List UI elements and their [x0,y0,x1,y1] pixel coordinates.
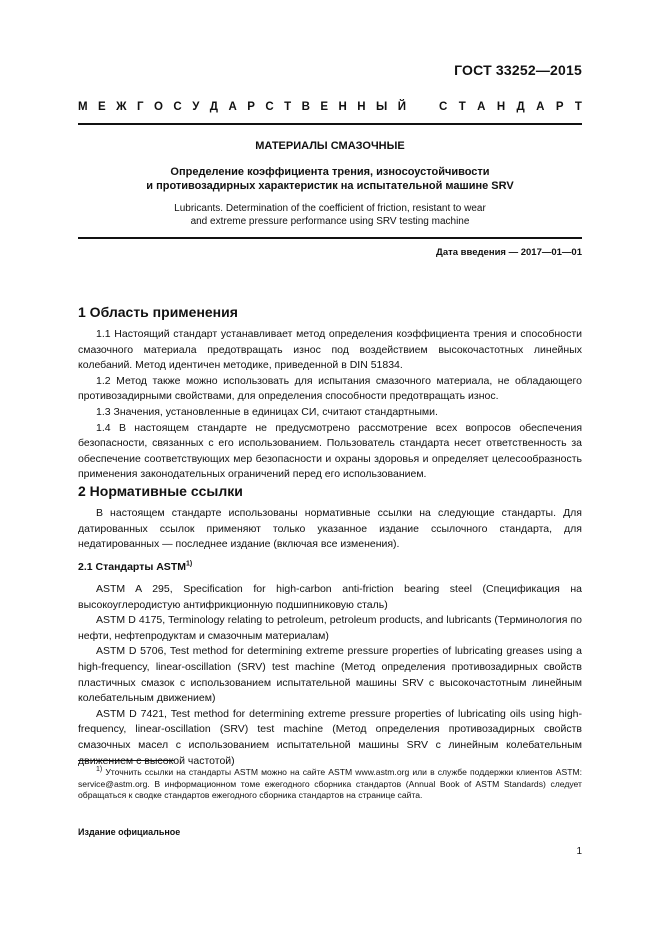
english-title-line-2: and extreme pressure performance using SRV testing machine [190,216,470,227]
footnote-mark: 1) [96,766,103,774]
footnote-text: Уточнить ссылки на стандарты ASTM можно на сайте ASTM www.astm.org или в службе поддержки клиентов ASTM: service@astm.org. В информационном томе ежегодного сборника стандартов (Annual Book of ASTM Standards) следует обращаться к сводке стандартов ежегодного сборника стандартов на странице сайта. [78,767,582,801]
standard-number: ГОСТ 33252—2015 [454,62,582,78]
section-1-heading: 1 Область применения [78,304,238,320]
banner-letter: Д [516,101,525,113]
banner-letter: М [78,101,88,113]
banner-letter: Й [397,101,406,113]
banner-letter: Е [98,101,106,113]
english-title [78,202,582,228]
english-title-line-1: Lubricants. Determination of the coefficient of friction, resistant to wear [174,203,486,214]
banner-letter: А [477,101,486,113]
banner-letter: Н [496,101,506,113]
banner-letter: А [536,101,545,113]
document-subtitle [78,165,582,193]
footnote-divider [78,760,174,761]
astm-reference-list [78,582,582,769]
section-1-body [78,327,582,483]
banner-letter: С [173,101,182,113]
banner-letter: Н [338,101,347,113]
banner-letter: Р [247,101,255,113]
footnote [78,767,582,802]
section-2-intro [78,506,582,553]
banner-letter: Т [458,101,466,113]
document-title: МАТЕРИАЛЫ СМАЗОЧНЫЕ [255,140,405,152]
banner-letter: Д [209,101,218,113]
top-divider [78,123,582,125]
page-number: 1 [576,846,582,857]
banner-letter: Т [284,101,292,113]
standard-word [439,101,582,113]
banner-letter: А [228,101,237,113]
banner-letter: Е [320,101,329,113]
banner-letter: Ж [116,101,127,113]
banner-letter: Г [137,101,144,113]
official-edition-label: Издание официальное [78,827,181,837]
banner-letter: Т [574,101,582,113]
subtitle-line-2: и противозадирных характеристик на испытательной машине SRV [146,180,514,192]
subtitle-line-1: Определение коэффициента трения, износоустойчивости [170,166,490,178]
astm-reference: ASTM D 7421, Test method for determining extreme pressure properties of lubricating oils using high-frequency, linear-oscillation (SRV) test machine (Метод определения противозадирных свойств смазочных масел с использованием испытательной машины SRV с линейным колебательным движением с высокой частотой) [78,707,582,767]
paragraph-1-1: 1.1 Настоящий стандарт устанавливает метод определения коэффициента трения и способности смазочного материала предотвращать износ под воздействием высокочастотных линейных колебаний. Метод идентичен методике, приведенной в DIN 51834. [78,328,582,372]
interstate-word [78,101,406,113]
banner-letter: Ы [376,101,388,113]
footnote-ref-mark: 1) [185,560,193,568]
introduction-date: Дата введения — 2017—01—01 [436,247,582,258]
astm-reference: ASTM A 295, Specification for high-carbon anti-friction bearing steel (Спецификация на высокоуглеродистую антифрикционную подшипниковую сталь) [78,583,582,611]
banner-letter: В [301,101,310,113]
paragraph-1-3: 1.3 Значения, установленные в единицах СИ, считают стандартными. [96,405,438,418]
banner-letter: Р [555,101,564,113]
paragraph-1-4: 1.4 В настоящем стандарте не предусмотрено рассмотрение всех вопросов обеспечения безопасности, связанных с его использованием. Пользователь стандарта несет ответственность за обеспечение соответствующих мер безопасности и охраны здоровья и определяет целесообразность применения законодательных ограничений перед его использованием. [78,421,582,481]
section-2-1-heading [78,561,192,573]
section-2-heading: 2 Нормативные ссылки [78,483,243,499]
banner-letter: О [154,101,163,113]
banner-letter: Н [357,101,366,113]
title-divider [78,237,582,239]
banner-letter: С [265,101,274,113]
interstate-standard-banner [78,101,582,113]
banner-letter: С [439,101,448,113]
astm-reference: ASTM D 4175, Terminology relating to petroleum, petroleum products, and lubricants (Терминология по нефти, нефтепродуктам и смазочным материалам) [78,614,582,642]
section-2-1-title: 2.1 Стандарты ASTM [78,561,186,573]
banner-letter: У [192,101,200,113]
astm-reference: ASTM D 5706, Test method for determining extreme pressure properties of lubricating greases using a high-frequency, linear-oscillation (SRV) test machine (Метод определения противозадирных свойств пластичных смазок с использованием испытательной машины SRV с высокочастотным линейным колебательным движением) [78,645,582,705]
paragraph-2-intro: В настоящем стандарте использованы нормативные ссылки на следующие стандарты. Для датированных ссылок применяют только указанное издание ссылочного стандарта, для недатированных — последнее издание (включая все изменения). [78,507,582,551]
paragraph-1-2: 1.2 Метод также можно использовать для испытания смазочного материала, не обладающего противозадирными свойствами, для определения способности предотвращать износ. [78,374,582,403]
